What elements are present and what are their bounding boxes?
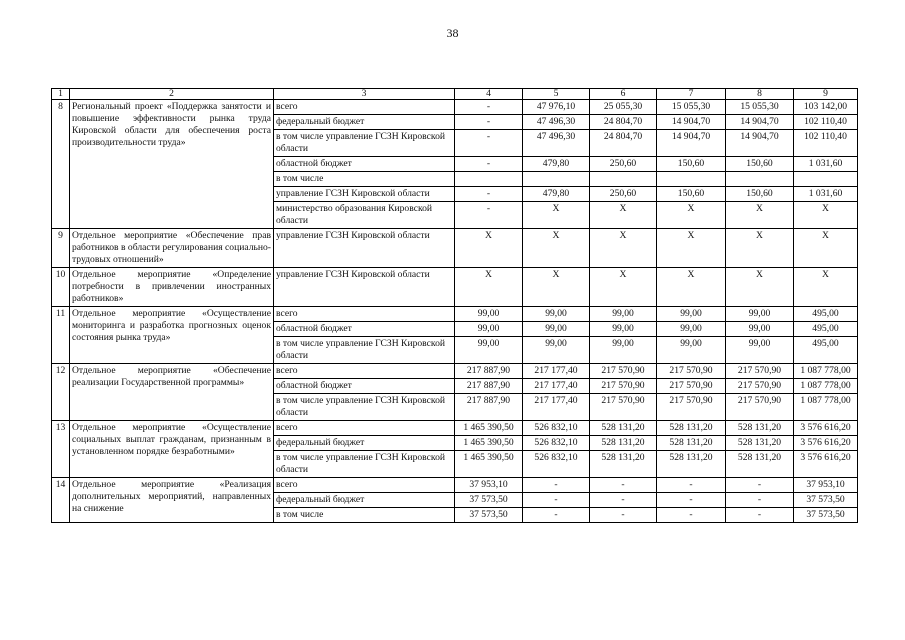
amount-cell: 150,60: [657, 187, 726, 202]
amount-cell: 150,60: [726, 157, 794, 172]
amount-cell: 14 904,70: [657, 130, 726, 157]
column-number: 6: [590, 89, 657, 100]
amount-cell: -: [455, 130, 523, 157]
amount-cell: X: [726, 202, 794, 229]
amount-cell: [657, 172, 726, 187]
amount-cell: 528 131,20: [657, 436, 726, 451]
amount-cell: 99,00: [726, 322, 794, 337]
row-number: 12: [52, 364, 70, 421]
amount-cell: 217 570,90: [657, 394, 726, 421]
amount-cell: 24 804,70: [590, 115, 657, 130]
amount-cell: [455, 172, 523, 187]
row-number: 11: [52, 307, 70, 364]
funding-source: в том числе управление ГСЗН Кировской области: [274, 337, 455, 364]
amount-cell: 24 804,70: [590, 130, 657, 157]
amount-cell: X: [523, 268, 590, 307]
row-number: 14: [52, 478, 70, 523]
amount-cell: 37 573,50: [455, 508, 523, 523]
amount-cell: 1 031,60: [794, 157, 858, 172]
amount-cell: 99,00: [523, 307, 590, 322]
amount-cell: 99,00: [657, 307, 726, 322]
amount-cell: -: [523, 493, 590, 508]
funding-source: всего: [274, 307, 455, 322]
amount-cell: 479,80: [523, 187, 590, 202]
amount-cell: 14 904,70: [726, 130, 794, 157]
column-number: 3: [274, 89, 455, 100]
amount-cell: 217 570,90: [657, 379, 726, 394]
amount-cell: 526 832,10: [523, 451, 590, 478]
amount-cell: -: [455, 157, 523, 172]
amount-cell: 217 177,40: [523, 364, 590, 379]
amount-cell: 495,00: [794, 337, 858, 364]
funding-source: всего: [274, 364, 455, 379]
amount-cell: 217 177,40: [523, 394, 590, 421]
amount-cell: X: [590, 202, 657, 229]
amount-cell: -: [590, 478, 657, 493]
table-row: [52, 478, 858, 493]
amount-cell: 99,00: [590, 307, 657, 322]
funding-source: областной бюджет: [274, 379, 455, 394]
column-number: 1: [52, 89, 70, 100]
amount-cell: X: [794, 202, 858, 229]
amount-cell: 1 087 778,00: [794, 364, 858, 379]
amount-cell: [523, 172, 590, 187]
amount-cell: [726, 172, 794, 187]
activity-name: Отдельное мероприятие «Обеспечение прав работников в области регулирования социально-трудовых отношений»: [70, 229, 274, 268]
amount-cell: 99,00: [455, 307, 523, 322]
amount-cell: X: [523, 229, 590, 268]
amount-cell: 102 110,40: [794, 130, 858, 157]
amount-cell: 47 976,10: [523, 100, 590, 115]
amount-cell: 25 055,30: [590, 100, 657, 115]
funding-source: всего: [274, 100, 455, 115]
activity-name: Отдельное мероприятие «Осуществление мониторинга и разработка прогнозных оценок состояния рынка труда»: [70, 307, 274, 364]
table-row: [52, 229, 858, 268]
amount-cell: X: [590, 268, 657, 307]
row-number: 9: [52, 229, 70, 268]
funding-source: федеральный бюджет: [274, 115, 455, 130]
amount-cell: 528 131,20: [726, 451, 794, 478]
amount-cell: 99,00: [455, 337, 523, 364]
amount-cell: 150,60: [657, 157, 726, 172]
amount-cell: 47 496,30: [523, 115, 590, 130]
amount-cell: 526 832,10: [523, 436, 590, 451]
amount-cell: 99,00: [523, 322, 590, 337]
amount-cell: 47 496,30: [523, 130, 590, 157]
amount-cell: 37 573,50: [794, 508, 858, 523]
amount-cell: -: [523, 478, 590, 493]
funding-source: всего: [274, 478, 455, 493]
amount-cell: 99,00: [455, 322, 523, 337]
amount-cell: 103 142,00: [794, 100, 858, 115]
amount-cell: 217 570,90: [726, 394, 794, 421]
amount-cell: 3 576 616,20: [794, 451, 858, 478]
amount-cell: 217 887,90: [455, 394, 523, 421]
amount-cell: 217 177,40: [523, 379, 590, 394]
amount-cell: X: [657, 268, 726, 307]
column-number: 7: [657, 89, 726, 100]
amount-cell: 3 576 616,20: [794, 421, 858, 436]
table-row: [52, 100, 858, 115]
funding-source: министерство образования Кировской области: [274, 202, 455, 229]
amount-cell: X: [726, 268, 794, 307]
amount-cell: -: [455, 202, 523, 229]
budget-table: [51, 88, 858, 523]
amount-cell: 1 465 390,50: [455, 421, 523, 436]
amount-cell: 250,60: [590, 187, 657, 202]
amount-cell: 479,80: [523, 157, 590, 172]
column-number: 2: [70, 89, 274, 100]
activity-name: Региональный проект «Поддержка занятости и повышение эффективности рынка труда Кировской области для обеспечения роста производительности труда»: [70, 100, 274, 229]
amount-cell: -: [726, 508, 794, 523]
amount-cell: 217 887,90: [455, 364, 523, 379]
row-number: 13: [52, 421, 70, 478]
amount-cell: 37 573,50: [455, 493, 523, 508]
column-number: 8: [726, 89, 794, 100]
amount-cell: -: [726, 493, 794, 508]
funding-source: в том числе управление ГСЗН Кировской области: [274, 394, 455, 421]
amount-cell: -: [657, 508, 726, 523]
column-number: 4: [455, 89, 523, 100]
funding-source: управление ГСЗН Кировской области: [274, 187, 455, 202]
amount-cell: X: [657, 229, 726, 268]
amount-cell: 99,00: [726, 307, 794, 322]
amount-cell: 1 465 390,50: [455, 451, 523, 478]
amount-cell: -: [657, 493, 726, 508]
funding-source: в том числе управление ГСЗН Кировской области: [274, 451, 455, 478]
amount-cell: 217 570,90: [590, 364, 657, 379]
amount-cell: -: [455, 115, 523, 130]
amount-cell: 495,00: [794, 322, 858, 337]
amount-cell: -: [455, 100, 523, 115]
amount-cell: 102 110,40: [794, 115, 858, 130]
amount-cell: 99,00: [657, 322, 726, 337]
funding-source: в том числе: [274, 508, 455, 523]
funding-source: федеральный бюджет: [274, 493, 455, 508]
amount-cell: 217 887,90: [455, 379, 523, 394]
amount-cell: 217 570,90: [657, 364, 726, 379]
amount-cell: 526 832,10: [523, 421, 590, 436]
table-row: [52, 421, 858, 436]
amount-cell: 37 953,10: [455, 478, 523, 493]
amount-cell: 1 087 778,00: [794, 394, 858, 421]
column-number: 5: [523, 89, 590, 100]
funding-source: управление ГСЗН Кировской области: [274, 268, 455, 307]
amount-cell: 528 131,20: [657, 451, 726, 478]
amount-cell: X: [794, 229, 858, 268]
amount-cell: 37 573,50: [794, 493, 858, 508]
amount-cell: 15 055,30: [657, 100, 726, 115]
amount-cell: 99,00: [590, 322, 657, 337]
amount-cell: 1 031,60: [794, 187, 858, 202]
amount-cell: -: [590, 493, 657, 508]
table-row: [52, 268, 858, 307]
column-number: 9: [794, 89, 858, 100]
amount-cell: X: [726, 229, 794, 268]
amount-cell: -: [590, 508, 657, 523]
amount-cell: X: [794, 268, 858, 307]
amount-cell: 3 576 616,20: [794, 436, 858, 451]
funding-source: областной бюджет: [274, 157, 455, 172]
amount-cell: 528 131,20: [590, 451, 657, 478]
amount-cell: -: [455, 187, 523, 202]
funding-source: всего: [274, 421, 455, 436]
amount-cell: 250,60: [590, 157, 657, 172]
amount-cell: 99,00: [726, 337, 794, 364]
amount-cell: 528 131,20: [657, 421, 726, 436]
amount-cell: 99,00: [657, 337, 726, 364]
funding-source: областной бюджет: [274, 322, 455, 337]
amount-cell: 217 570,90: [726, 364, 794, 379]
amount-cell: 99,00: [523, 337, 590, 364]
amount-cell: 1 465 390,50: [455, 436, 523, 451]
amount-cell: 528 131,20: [590, 436, 657, 451]
amount-cell: -: [523, 508, 590, 523]
activity-name: Отдельное мероприятие «Осуществление социальных выплат гражданам, признанным в установленном порядке безработными»: [70, 421, 274, 478]
funding-source: в том числе управление ГСЗН Кировской области: [274, 130, 455, 157]
table-row: [52, 307, 858, 322]
column-number-row: [52, 89, 858, 100]
funding-source: управление ГСЗН Кировской области: [274, 229, 455, 268]
amount-cell: 495,00: [794, 307, 858, 322]
amount-cell: 37 953,10: [794, 478, 858, 493]
amount-cell: 150,60: [726, 187, 794, 202]
amount-cell: 217 570,90: [590, 379, 657, 394]
amount-cell: 14 904,70: [657, 115, 726, 130]
amount-cell: [794, 172, 858, 187]
amount-cell: 528 131,20: [726, 436, 794, 451]
amount-cell: X: [657, 202, 726, 229]
funding-source: в том числе: [274, 172, 455, 187]
amount-cell: 1 087 778,00: [794, 379, 858, 394]
amount-cell: 99,00: [590, 337, 657, 364]
amount-cell: X: [455, 229, 523, 268]
amount-cell: 217 570,90: [726, 379, 794, 394]
page-number: 38: [446, 26, 459, 40]
amount-cell: 15 055,30: [726, 100, 794, 115]
row-number: 8: [52, 100, 70, 229]
activity-name: Отдельное мероприятие «Обеспечение реализации Государственной программы»: [70, 364, 274, 421]
amount-cell: 14 904,70: [726, 115, 794, 130]
row-number: 10: [52, 268, 70, 307]
amount-cell: X: [590, 229, 657, 268]
activity-name: Отдельное мероприятие «Реализация дополнительных мероприятий, направленных на снижение: [70, 478, 274, 523]
amount-cell: 217 570,90: [590, 394, 657, 421]
table-row: [52, 364, 858, 379]
amount-cell: -: [657, 478, 726, 493]
amount-cell: [590, 172, 657, 187]
amount-cell: 528 131,20: [726, 421, 794, 436]
amount-cell: X: [455, 268, 523, 307]
funding-source: федеральный бюджет: [274, 436, 455, 451]
amount-cell: X: [523, 202, 590, 229]
activity-name: Отдельное мероприятие «Определение потребности в привлечении иностранных работников»: [70, 268, 274, 307]
amount-cell: -: [726, 478, 794, 493]
amount-cell: 528 131,20: [590, 421, 657, 436]
